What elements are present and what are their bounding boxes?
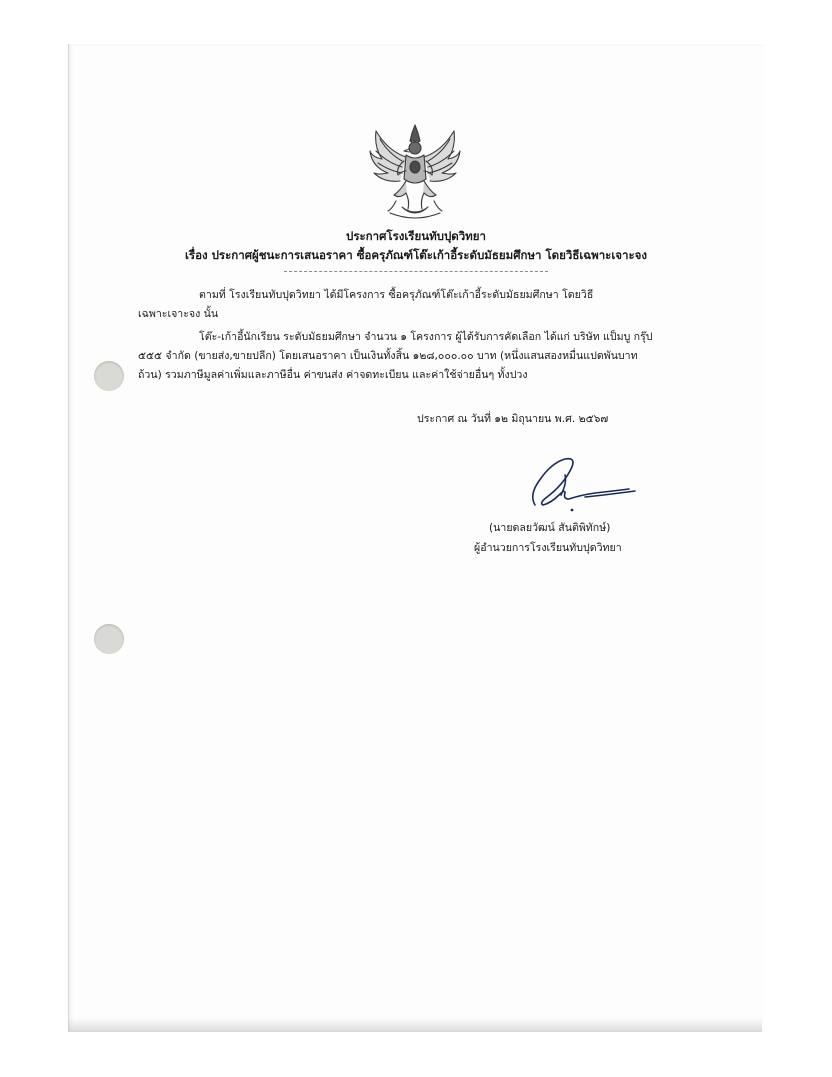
page-title: ประกาศโรงเรียนทับปุดวิทยา xyxy=(346,229,486,243)
paragraph-1-line-2: เฉพาะเจาะจง นั้น xyxy=(138,308,219,320)
announcement-date: ประกาศ ณ วันที่ ๑๒ มิถุนายน พ.ศ. ๒๕๖๗ xyxy=(417,413,609,425)
signer-position: ผู้อำนวยการโรงเรียนทับปุดวิทยา xyxy=(474,542,622,554)
paragraph-2-line-1: โต๊ะ-เก้าอี้นักเรียน ระดับมัธยมศึกษา จำนวน ๑ โครงการ ผู้ได้รับการคัดเลือก ได้แก่ บริษัท แป็มบู กรุ๊ป xyxy=(199,331,653,343)
paragraph-2-line-2: ๕๕๕ จำกัด (ขายส่ง,ขายปลีก) โดยเสนอราคา เป็นเงินทั้งสิ้น ๑๒๘,๐๐๐.๐๐ บาท (หนึ่งแสนสองหมื่นแปดพันบาท xyxy=(138,350,638,362)
handwritten-signature xyxy=(525,455,645,520)
announcement-subject: เรื่อง ประกาศผู้ชนะการเสนอราคา ซื้อครุภัณฑ์โต๊ะเก้าอี้ระดับมัธยมศึกษา โดยวิธีเฉพาะเจาะจง xyxy=(185,248,647,262)
title-divider xyxy=(284,271,548,272)
paragraph-2-line-3: ถ้วน) รวมภาษีมูลค่าเพิ่มและภาษีอื่น ค่าขนส่ง ค่าจดทะเบียน และค่าใช้จ่ายอื่นๆ ทั้งปวง xyxy=(138,369,528,381)
signer-name: (นายดลยวัฒน์ สันติพิทักษ์) xyxy=(489,522,611,534)
page-edge-shadow xyxy=(68,1018,762,1032)
paragraph-1-line-1: ตามที่ โรงเรียนทับปุดวิทยา ได้มีโครงการ ซื้อครุภัณฑ์โต๊ะเก้าอี้ระดับมัธยมศึกษา โดยวิธี xyxy=(199,289,594,301)
punch-hole-top xyxy=(94,361,124,391)
punch-hole-bottom xyxy=(94,624,124,654)
garuda-emblem-icon xyxy=(366,121,464,221)
